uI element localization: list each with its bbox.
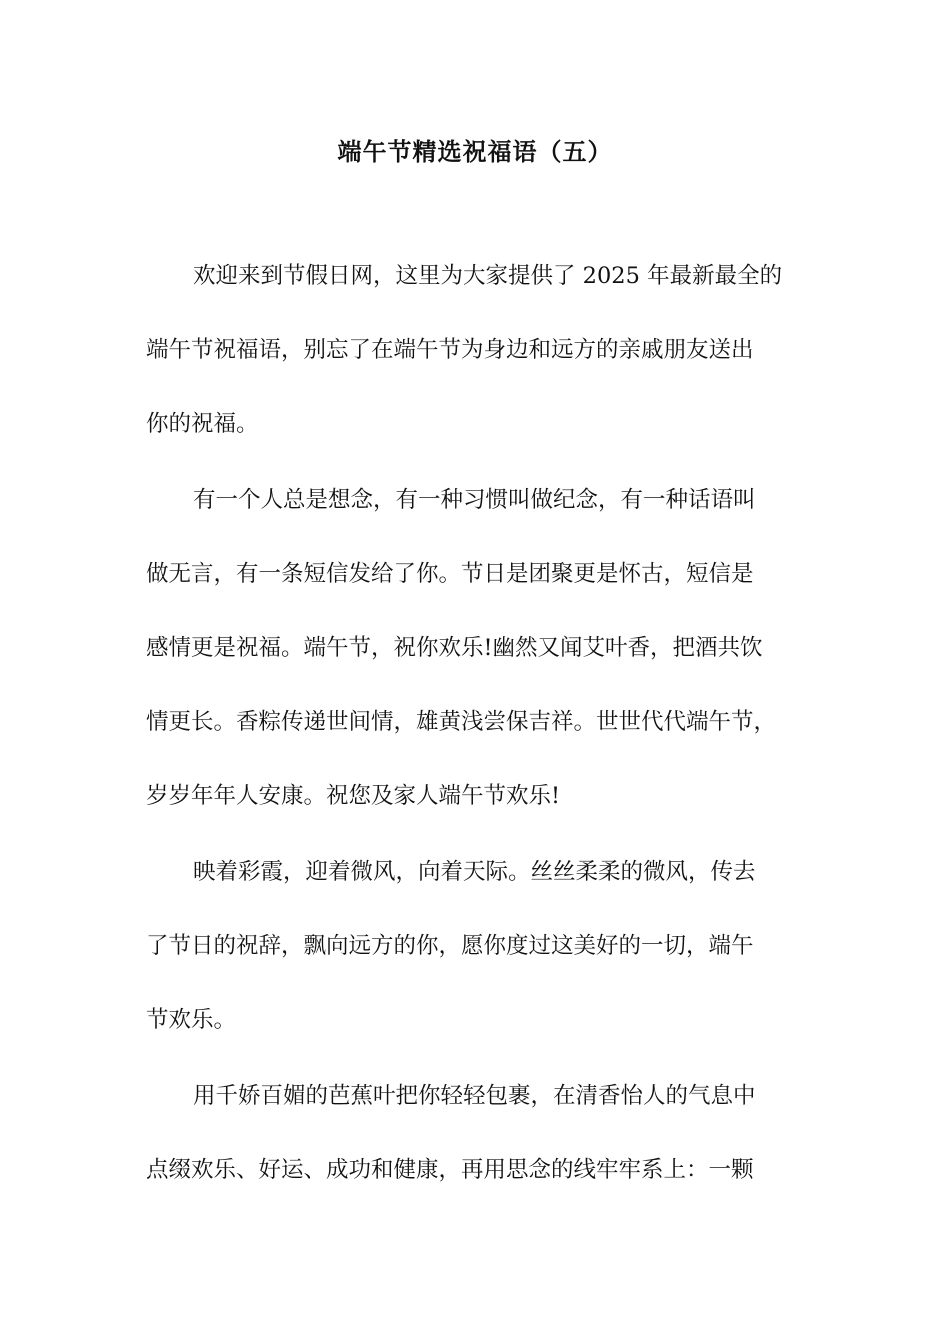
paragraph-2-line-1: 有一个人总是想念，有一种习惯叫做纪念，有一种话语叫 — [193, 487, 756, 513]
paragraph-4-line-1: 用千娇百媚的芭蕉叶把你轻轻包裹，在清香怡人的气息中 — [193, 1083, 756, 1109]
paragraph-2-line-2: 做无言，有一条短信发给了你。节日是团聚更是怀古，短信是 — [146, 561, 754, 587]
paragraph-1-line-1: 欢迎来到节假日网，这里为大家提供了 2025 年最新最全的 — [193, 263, 783, 289]
document-title: 端午节精选祝福语（五） — [337, 137, 613, 166]
paragraph-2-line-4: 情更长。香粽传递世间情，雄黄浅尝保吉祥。世世代代端午节， — [146, 709, 777, 735]
paragraph-3-line-2: 了节日的祝辞，飘向远方的你，愿你度过这美好的一切，端午 — [146, 933, 754, 959]
paragraph-3-line-3: 节欢乐。 — [146, 1007, 237, 1033]
paragraph-3-line-1: 映着彩霞，迎着微风，向着天际。丝丝柔柔的微风，传去 — [193, 859, 756, 885]
paragraph-1-line-2: 端午节祝福语，别忘了在端午节为身边和远方的亲戚朋友送出 — [146, 337, 754, 363]
paragraph-4-line-2: 点缀欢乐、好运、成功和健康，再用思念的线牢牢系上：一颗 — [146, 1157, 754, 1183]
paragraph-2-line-5: 岁岁年年人安康。祝您及家人端午节欢乐! — [146, 783, 561, 809]
paragraph-2-line-3: 感情更是祝福。端午节，祝你欢乐!幽然又闻艾叶香，把酒共饮 — [146, 635, 763, 661]
paragraph-1-line-3: 你的祝福。 — [146, 411, 259, 437]
